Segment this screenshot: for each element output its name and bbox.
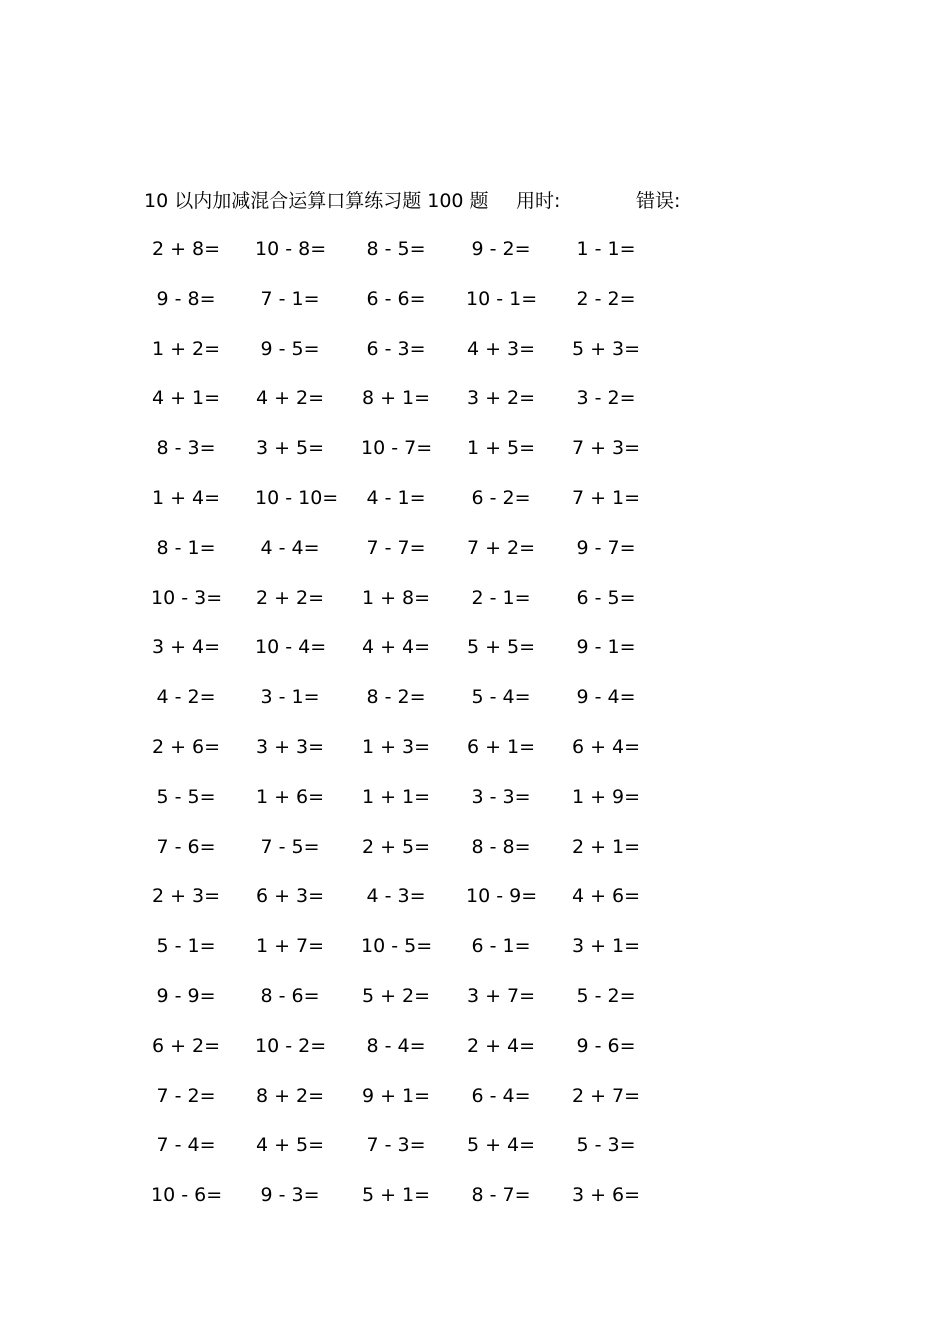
problem: 4 + 5=: [255, 1134, 325, 1157]
problem: 3 + 6=: [571, 1184, 641, 1207]
problem-row: [0, 1081, 950, 1131]
problem-grid: [0, 234, 950, 1230]
problem: 8 + 1=: [361, 387, 431, 410]
problem: 4 + 4=: [361, 636, 431, 659]
problem: 7 - 5=: [260, 835, 320, 858]
problem: 9 - 7=: [576, 536, 636, 559]
problem-row: [0, 1031, 950, 1081]
problem-row: [0, 483, 950, 533]
problem: 1 + 4=: [151, 486, 221, 509]
problem: 7 - 4=: [156, 1134, 216, 1157]
problem: 2 - 1=: [471, 586, 531, 609]
problem: 4 - 4=: [260, 536, 320, 559]
problem: 3 - 2=: [576, 387, 636, 410]
problem: 3 + 4=: [151, 636, 221, 659]
problem: 6 - 5=: [576, 586, 636, 609]
problem: 2 + 1=: [571, 835, 641, 858]
problem-row: [0, 583, 950, 633]
problem: 7 + 3=: [571, 437, 641, 460]
problem: 8 - 3=: [156, 437, 216, 460]
problem: 10 - 2=: [255, 1034, 327, 1057]
problem: 2 - 2=: [576, 287, 636, 310]
problem: 5 - 4=: [471, 686, 531, 709]
problem: 6 + 3=: [255, 885, 325, 908]
problem: 10 - 4=: [255, 636, 327, 659]
problem: 1 + 5=: [466, 437, 536, 460]
problem: 5 + 2=: [361, 984, 431, 1007]
problem: 2 + 7=: [571, 1084, 641, 1107]
problem: 7 - 7=: [366, 536, 426, 559]
problem: 6 - 1=: [471, 935, 531, 958]
problem: 3 + 3=: [255, 735, 325, 758]
problem-row: [0, 1180, 950, 1230]
problem: 8 + 2=: [255, 1084, 325, 1107]
problem: 9 - 3=: [260, 1184, 320, 1207]
problem: 5 - 5=: [156, 785, 216, 808]
worksheet-title: 10 以内加减混合运算口算练习题 100 题: [144, 190, 489, 212]
problem-row: [0, 632, 950, 682]
problem: 6 - 2=: [471, 486, 531, 509]
problem: 9 - 5=: [260, 337, 320, 360]
problem-row: [0, 682, 950, 732]
problem: 5 + 3=: [571, 337, 641, 360]
problem: 3 + 2=: [466, 387, 536, 410]
problem: 7 + 1=: [571, 486, 641, 509]
problem-row: [0, 234, 950, 284]
problem: 7 - 2=: [156, 1084, 216, 1107]
problem: 6 + 2=: [151, 1034, 221, 1057]
problem: 10 - 7=: [361, 437, 433, 460]
problem-row: [0, 732, 950, 782]
problem-row: [0, 533, 950, 583]
problem: 10 - 1=: [466, 287, 538, 310]
problem: 4 - 3=: [366, 885, 426, 908]
problem: 8 - 8=: [471, 835, 531, 858]
problem: 6 + 4=: [571, 735, 641, 758]
problem: 1 - 1=: [576, 238, 636, 260]
problem: 5 + 1=: [361, 1184, 431, 1207]
problem: 9 - 8=: [156, 287, 216, 310]
problem: 8 - 7=: [471, 1184, 531, 1207]
problem: 4 - 2=: [156, 686, 216, 709]
problem: 4 + 2=: [255, 387, 325, 410]
problem: 5 + 4=: [466, 1134, 536, 1157]
problem-row: [0, 334, 950, 384]
problem-row: [0, 433, 950, 483]
problem: 1 + 1=: [361, 785, 431, 808]
problem: 2 + 2=: [255, 586, 325, 609]
problem: 9 - 9=: [156, 984, 216, 1007]
problem: 6 - 4=: [471, 1084, 531, 1107]
worksheet-header: [0, 186, 950, 216]
problem: 3 - 1=: [260, 686, 320, 709]
problem: 9 + 1=: [361, 1084, 431, 1107]
problem: 7 + 2=: [466, 536, 536, 559]
problem-row: [0, 383, 950, 433]
problem: 1 + 8=: [361, 586, 431, 609]
problem-row: [0, 981, 950, 1031]
problem: 2 + 5=: [361, 835, 431, 858]
problem: 1 + 9=: [571, 785, 641, 808]
problem: 8 - 5=: [366, 238, 426, 260]
problem: 8 - 4=: [366, 1034, 426, 1057]
problem: 7 - 6=: [156, 835, 216, 858]
problem: 10 - 5=: [361, 935, 433, 958]
problem: 6 - 3=: [366, 337, 426, 360]
problem: 3 + 7=: [466, 984, 536, 1007]
problem-row: [0, 284, 950, 334]
problem-row: [0, 782, 950, 832]
problem: 3 - 3=: [471, 785, 531, 808]
problem: 4 - 1=: [366, 486, 426, 509]
problem: 5 - 3=: [576, 1134, 636, 1157]
problem: 2 + 6=: [151, 735, 221, 758]
problem: 10 - 3=: [151, 586, 223, 609]
problem: 1 + 6=: [255, 785, 325, 808]
problem: 10 - 6=: [151, 1184, 223, 1207]
problem: 8 - 6=: [260, 984, 320, 1007]
problem: 10 - 8=: [255, 238, 327, 260]
problem: 6 - 6=: [366, 287, 426, 310]
problem: 5 + 5=: [466, 636, 536, 659]
problem: 5 - 1=: [156, 935, 216, 958]
problem: 9 - 2=: [471, 238, 531, 260]
problem: 9 - 4=: [576, 686, 636, 709]
problem: 4 + 6=: [571, 885, 641, 908]
problem: 9 - 6=: [576, 1034, 636, 1057]
problem: 3 + 5=: [255, 437, 325, 460]
problem: 3 + 1=: [571, 935, 641, 958]
problem: 7 - 1=: [260, 287, 320, 310]
problem: 4 + 1=: [151, 387, 221, 410]
problem: 2 + 4=: [466, 1034, 536, 1057]
problem-row: [0, 931, 950, 981]
problem: 9 - 1=: [576, 636, 636, 659]
problem: 1 + 7=: [255, 935, 325, 958]
problem: 5 - 2=: [576, 984, 636, 1007]
problem: 4 + 3=: [466, 337, 536, 360]
problem-row: [0, 832, 950, 882]
problem-row: [0, 1130, 950, 1180]
error-count-label: 错误:: [636, 190, 681, 212]
problem: 2 + 8=: [151, 238, 221, 260]
problem: 6 + 1=: [466, 735, 536, 758]
problem: 10 - 9=: [466, 885, 538, 908]
problem: 1 + 3=: [361, 735, 431, 758]
problem: 7 - 3=: [366, 1134, 426, 1157]
problem: 1 + 2=: [151, 337, 221, 360]
problem: 8 - 2=: [366, 686, 426, 709]
problem-row: [0, 881, 950, 931]
problem: 2 + 3=: [151, 885, 221, 908]
problem: 10 - 10=: [255, 486, 339, 509]
problem: 8 - 1=: [156, 536, 216, 559]
time-used-label: 用时:: [516, 190, 561, 212]
